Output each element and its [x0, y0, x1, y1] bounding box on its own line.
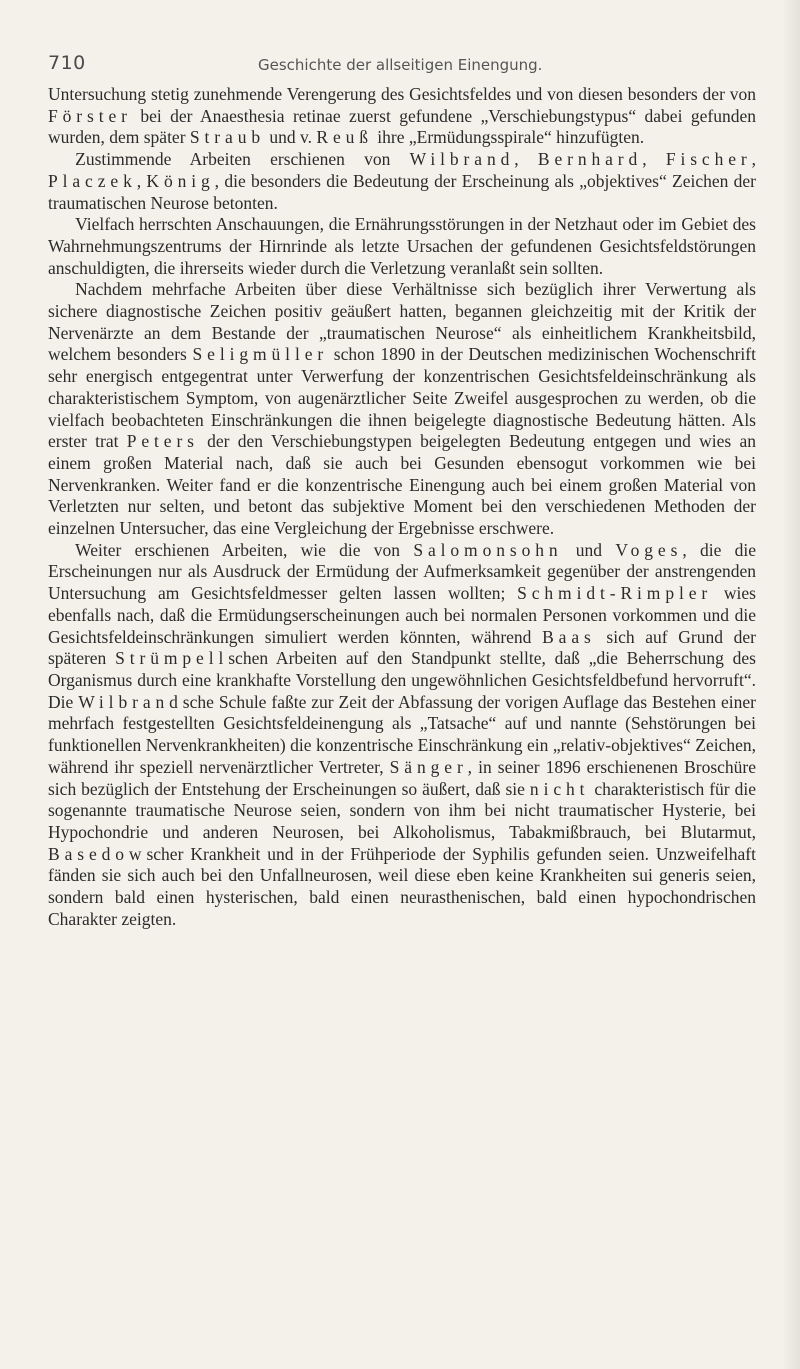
author-name: Strümpell — [115, 648, 229, 669]
text-run: , — [751, 149, 757, 170]
author-name: Wilbrand — [78, 691, 183, 712]
author-name: Basedow — [48, 843, 147, 864]
author-name: Wilbrand — [409, 149, 515, 170]
author-name: Fischer — [665, 149, 752, 170]
text-run: , die die Erscheinungen nur als Ausdruck der Ermüdung der Aufmerksamkeit gegenüber der anstrengenden Untersuchung am Gesichtsfeldmesser gelten lassen wollten; — [48, 539, 756, 604]
author-name: Straub — [189, 127, 265, 148]
author-name: Baas — [542, 626, 596, 647]
paragraph-1 — [48, 84, 756, 149]
paragraph-4 — [48, 279, 756, 539]
text-run: schon 1890 in der Deutschen medizinischen Wochenschrift sehr energisch entgegentrat unter Verwerfung der konzentrischen Gesichtsfeldeinschränkung als charakteristischem Symptom, von augenärztlicher Seite Zweifel ausgesprochen zu werden, ob die vielfach beobachteten Einschränkungen die ihnen beigelegte diagnostische Bedeutung hätten. Als erster trat — [48, 344, 756, 452]
text-run: Vielfach herrschten Anschauungen, die Ernährungsstörungen in der Netzhaut oder im Gebiet des Wahrnehmungszentrums der Hirnrinde als letzte Ursachen der gefundenen Gesichtsfeldstörungen anschuldigten, die ihrerseits wieder durch die Verletzung veranlaßt sein sollten. — [48, 214, 756, 278]
author-name: Salomonsohn — [413, 539, 563, 560]
text-run: schen Arbeiten auf den Standpunkt stellte, daß „die Beherrschung des Organismus durch eine krankhafte Vorstellung den ungewöhnlichen Gesichtsfeldbefund hervorruft“. Die — [48, 648, 756, 712]
author-name: Förster — [48, 105, 132, 126]
author-name: Bernhard — [537, 149, 643, 170]
emphasis-word: nicht — [529, 778, 590, 799]
text-run: der den Verschiebungstypen beigelegten Bedeutung entgegen und wies an einem großen Material nach, daß sie auch bei Gesunden ebensogut vorkommen wie bei Nervenkranken. Weiter fand er die konzentrische Einengung auch bei einem großen Material von Verletzten nur selten, und betont das subjektive Moment bei den verschiedenen Methoden der einzelnen Untersucher, das eine Vergleichung der Ergebnisse erschwere. — [48, 431, 756, 539]
text-run: bei der Anaesthesia retinae zuerst gefundene „Verschiebungstypus“ dabei gefunden wurden, dem später — [48, 105, 756, 148]
author-name: König — [146, 170, 215, 191]
text-run: scher Krankheit und in der Frühperiode der Syphilis gefunden seien. Unzweifelhaft fänden sie sich auch bei den Unfallneurosen, weil diese eben keine Krankheiten sui generis seien, sondern bald einen hysterischen, bald einen neurasthenischen, bald einen hypochondrischen Charakter zeigten. — [48, 843, 756, 929]
text-run: , — [136, 170, 147, 191]
author-name: Placzek — [48, 170, 137, 191]
author-name: Sänger — [389, 756, 468, 777]
text-run: Nachdem mehrfache Arbeiten über diese Verhältnisse sich bezüglich ihrer Verwertung als sichere diagnostische Zeichen positiv geäußert hatten, begannen gleichzeitig mit der Kritik der Nervenärzte an dem Bestande der „traumatischen Neurose“ als einheitlichem Krankheitsbild, welchem besonders — [48, 279, 756, 365]
text-run: und v. — [265, 127, 317, 148]
page-edge-shadow — [782, 0, 800, 1369]
paragraph-5 — [48, 540, 756, 931]
text-run: , die besonders die Bedeutung der Erscheinung als „objektives“ Zeichen der traumatischen Neurose betonten. — [48, 170, 757, 213]
text-run: , — [642, 149, 666, 170]
text-run: charakteristisch für die sogenannte traumatische Neurose seien, sondern von ihm bei nicht traumatischer Hysterie, bei Hypochondrie und anderen Neurosen, bei Alkoholismus, Tabakmißbrauch, bei Blutarmut, — [48, 778, 756, 842]
text-run: sche Schule faßte zur Zeit der Abfassung der vorigen Auflage das Bestehen einer mehrfach festgestellten Gesichtsfeldeinengung als „Tatsache“ auf und nannte (Sehstörungen bei funktionellen Nervenkrankheiten) die konzentrische Einschränkung ein „relativ-objektives“ Zeichen, während ihr speziell nervenärztlicher Vertreter, — [48, 691, 756, 777]
paragraph-2 — [48, 149, 756, 214]
text-run: wies ebenfalls nach, daß die Ermüdungserscheinungen auch bei normalen Personen vorkommen und die Gesichtsfeldeinschränkungen simuliert werden könnten, während — [48, 583, 756, 647]
author-name: Voges — [615, 539, 683, 560]
running-head: Geschichte der allseitigen Einengung. — [258, 56, 543, 74]
text-run: Untersuchung stetig zunehmende Verengerung des Gesichtsfeldes und von diesen besonders der von — [48, 84, 756, 104]
page-number: 710 — [48, 52, 86, 74]
text-run: , — [514, 149, 538, 170]
paragraph-3 — [48, 214, 756, 279]
text-run: sich auf Grund der späteren — [48, 626, 756, 669]
author-name: Seligmüller — [192, 344, 329, 365]
text-run: Zustimmende Arbeiten erschienen von — [75, 149, 410, 170]
page-header — [48, 52, 756, 82]
text-run: ihre „Ermüdungsspirale“ hinzufügten. — [372, 127, 645, 148]
text-run: und — [562, 539, 616, 560]
author-name: Schmidt-Rimpler — [517, 583, 713, 604]
text-run: Weiter erschienen Arbeiten, wie die von — [75, 539, 414, 560]
author-name: Reuß — [316, 127, 373, 148]
author-name: Peters — [126, 431, 199, 452]
text-run: , in seiner 1896 erschienenen Broschüre sich bezüglich der Entstehung der Erscheinungen so äußert, daß sie — [48, 756, 756, 799]
body-text — [48, 84, 756, 930]
